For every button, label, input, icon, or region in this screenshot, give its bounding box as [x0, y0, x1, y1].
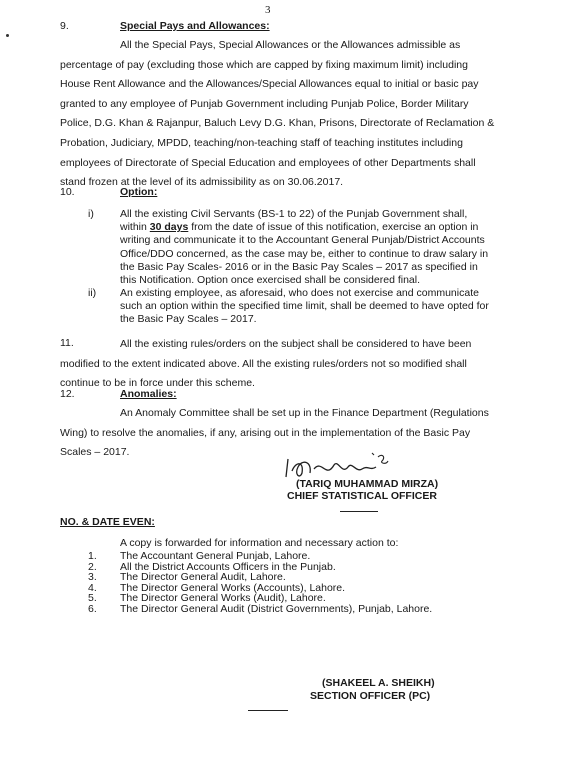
- section-12-line: Scales – 2017.: [60, 446, 130, 459]
- section-12-heading: Anomalies:: [120, 388, 177, 400]
- section-12-body: [60, 404, 490, 463]
- copy-intro: A copy is forwarded for information and necessary action to:: [120, 537, 399, 549]
- option-line: writing and communicate it to the Accountant General Punjab/District Accounts: [120, 234, 485, 247]
- list-item-number: 6.: [88, 602, 97, 615]
- option-line: the Basic Pay Scales – 2017.: [120, 313, 257, 326]
- divider-line: [340, 511, 378, 512]
- section-9-number: 9.: [60, 20, 69, 32]
- option-inline-text: within: [120, 221, 150, 234]
- section-9-line: granted to any employee of Punjab Government including Punjab Police, Border Military: [60, 97, 469, 110]
- list-item-number: 1.: [88, 550, 97, 562]
- section-11-line: modified to the extent indicated above. All the existing rules/orders not so modified shall: [60, 357, 467, 370]
- no-date-even: NO. & DATE EVEN:: [60, 516, 155, 528]
- option-line: An existing employee, as aforesaid, who does not exercise and communicate: [120, 287, 479, 299]
- section-10-heading: Option:: [120, 186, 158, 198]
- list-item: [88, 551, 432, 562]
- section-11-number: 11.: [60, 337, 74, 349]
- list-item-number: 3.: [88, 571, 97, 584]
- section-11-line: continue to be in force under this scheme.: [60, 377, 255, 390]
- list-item-text: The Director General Works (Accounts), Lahore.: [120, 581, 346, 594]
- option-line: the Basic Pay Scales- 2016 or in the Basic Pay Scales – 2017 as specified in: [120, 260, 478, 273]
- signatory-1-name: (TARIQ MUHAMMAD MIRZA): [296, 478, 439, 490]
- section-9-line: employees of Directorate of Special Education and employees of other Departments shall: [60, 156, 476, 169]
- list-item-number: 2.: [88, 560, 97, 573]
- section-12-number: 12.: [60, 388, 75, 400]
- section-9-line: Police, D.G. Khan & Rajanpur, Baluch Levy D.G. Khan, Prisons, Directorate of Reclamation &: [60, 117, 495, 130]
- list-item-text: The Director General Audit, Lahore.: [120, 571, 286, 584]
- divider-line: [248, 710, 288, 711]
- section-9-line: stand frozen at the level of its admissibility as on 30.06.2017.: [60, 176, 344, 189]
- list-item-number: 5.: [88, 592, 97, 605]
- signatory-2-name: (SHAKEEL A. SHEIKH): [322, 677, 435, 689]
- option-item-label: ii): [88, 287, 97, 299]
- section-11-body: [60, 335, 490, 394]
- section-9-heading: Special Pays and Allowances:: [120, 20, 270, 32]
- section-12-line: Wing) to resolve the anomalies, if any, arising out in the implementation of the Basic Pay: [60, 426, 471, 439]
- list-item-number: 4.: [88, 581, 97, 594]
- section-11-line: All the existing rules/orders on the subject shall be considered to have been: [120, 338, 472, 350]
- section-9-body: [60, 36, 495, 193]
- option-line: [120, 221, 492, 234]
- signatory-2-title: SECTION OFFICER (PC): [310, 690, 431, 702]
- margin-dot: [6, 34, 9, 37]
- list-item-text: The Accountant General Punjab, Lahore.: [120, 550, 311, 562]
- list-item-text: The Director General Audit (District Governments), Punjab, Lahore.: [120, 602, 433, 615]
- option-line: this Notification. Option once exercised shall be considered final.: [120, 274, 420, 287]
- page-number: 3: [265, 4, 271, 16]
- list-item-text: All the District Accounts Officers in the Punjab.: [120, 560, 336, 573]
- section-9-line: percentage of pay (excluding those which are capped by fixing maximum limit) including: [60, 58, 468, 71]
- section-9-line: Probation, Judiciary, MPDD, teaching/non-teaching staff of teaching institutes including: [60, 136, 463, 149]
- option-item-ii: [120, 287, 492, 327]
- option-item-i: [120, 208, 492, 287]
- list-item-text: The Director General Works (Audit), Lahore.: [120, 592, 326, 605]
- option-line: such an option within the specified time limit, shall be deemed to have opted for: [120, 300, 489, 313]
- list-item: [88, 604, 432, 615]
- thirty-days-emphasis: 30 days: [149, 221, 189, 234]
- handwritten-signature: [282, 449, 392, 481]
- signatory-1-title: CHIEF STATISTICAL OFFICER: [287, 490, 437, 502]
- option-line: All the existing Civil Servants (BS-1 to 22) of the Punjab Government shall,: [120, 208, 468, 220]
- option-line: Office/DDO concerned, as the case may be, either to continue to draw salary in: [120, 247, 489, 260]
- section-9-line: House Rent Allowance and the Allowances/Special Allowances equal to initial or basic pay: [60, 78, 479, 91]
- section-9-line: All the Special Pays, Special Allowances or the Allowances admissible as: [120, 39, 461, 51]
- option-inline-text: from the date of issue of this notification, exercise an option in: [188, 221, 479, 234]
- copy-recipient-list: [88, 551, 432, 615]
- option-item-label: i): [88, 208, 94, 220]
- section-10-number: 10.: [60, 186, 75, 198]
- section-12-line: An Anomaly Committee shall be set up in the Finance Department (Regulations: [120, 407, 489, 419]
